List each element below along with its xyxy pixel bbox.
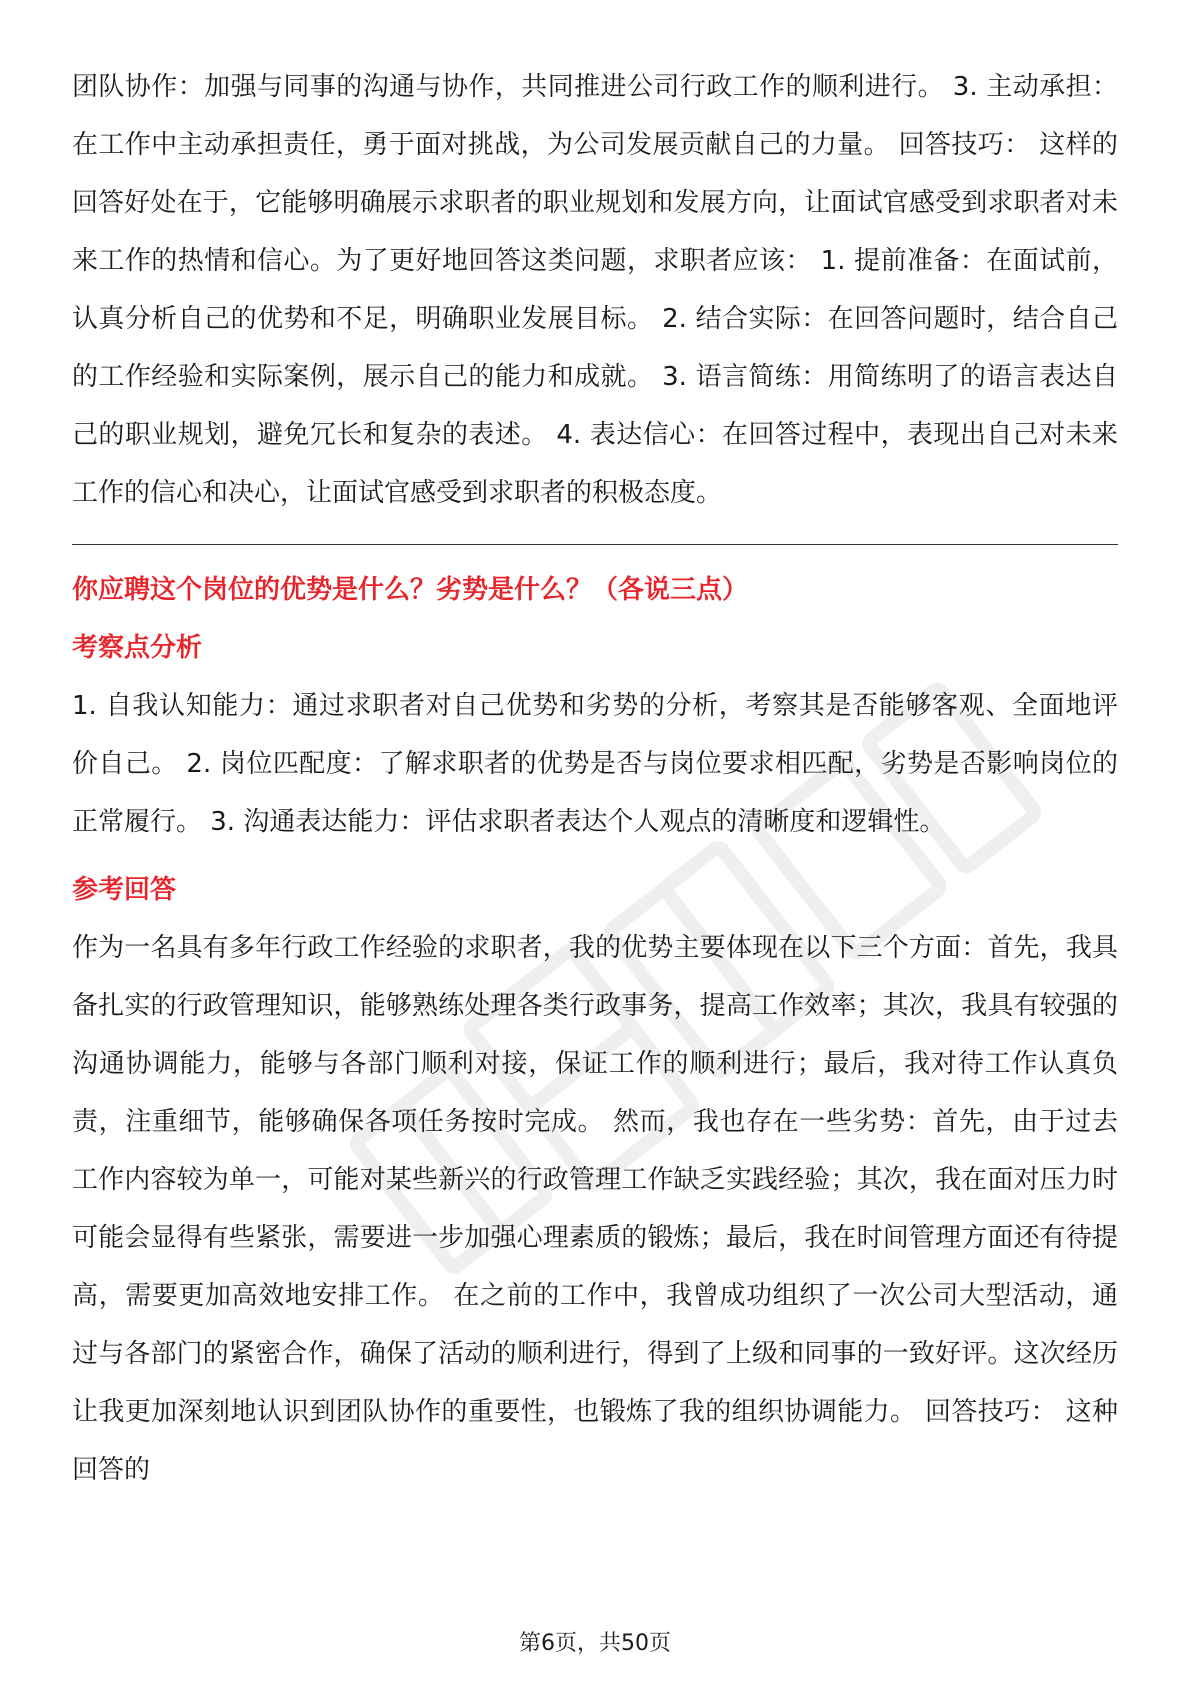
document-page xyxy=(72,58,1118,1499)
intro-paragraph: 团队协作：加强与同事的沟通与协作，共同推进公司行政工作的顺利进行。 3. 主动承担：在工作中主动承担责任，勇于面对挑战，为公司发展贡献自己的力量。 回答技巧： 这样的回答好处在于，它能够明确展示求职者的职业规划和发展方向，让面试官感受到求职者对未来工作的热情和信心。为了更好地回答这类问题，求职者应该： 1. 提前准备：在面试前，认真分析自己的优势和不足，明确职业发展目标。 2. 结合实际：在回答问题时，结合自己的工作经验和实际案例，展示自己的能力和成就。 3. 语言简练：用简练明了的语言表达自己的职业规划，避免冗长和复杂的表述。 4. 表达信心：在回答过程中，表现出自己对未来工作的信心和决心，让面试官感受到求职者的积极态度。 xyxy=(72,72,1118,508)
question-title: 你应聘这个岗位的优势是什么？劣势是什么？（各说三点） xyxy=(72,575,749,605)
analysis-heading: 考察点分析 xyxy=(72,633,203,663)
analysis-text: 1. 自我认知能力：通过求职者对自己优势和劣势的分析，考察其是否能够客观、全面地评价自己。 2. 岗位匹配度：了解求职者的优势是否与岗位要求相匹配，劣势是否影响岗位的正常履行。 3. 沟通表达能力：评估求职者表达个人观点的清晰度和逻辑性。 xyxy=(72,691,1118,837)
section-divider xyxy=(72,544,1118,545)
spacer xyxy=(72,851,1118,861)
answer-heading: 参考回答 xyxy=(72,875,177,905)
answer-text: 作为一名具有多年行政工作经验的求职者，我的优势主要体现在以下三个方面：首先，我具备扎实的行政管理知识，能够熟练处理各类行政事务，提高工作效率；其次，我具有较强的沟通协调能力，能够与各部门顺利对接，保证工作的顺利进行；最后，我对待工作认真负责，注重细节，能够确保各项任务按时完成。 然而，我也存在一些劣势：首先，由于过去工作内容较为单一，可能对某些新兴的行政管理工作缺乏实践经验；其次，我在面对压力时可能会显得有些紧张，需要进一步加强心理素质的锻炼；最后，我在时间管理方面还有待提高，需要更加高效地安排工作。 在之前的工作中，我曾成功组织了一次公司大型活动，通过与各部门的紧密合作，确保了活动的顺利进行，得到了上级和同事的一致好评。这次经历让我更加深刻地认识到团队协作的重要性，也锻炼了我的组织协调能力。 回答技巧： 这种回答的 xyxy=(72,933,1118,1485)
page-number: 第6页，共50页 xyxy=(519,1631,671,1656)
